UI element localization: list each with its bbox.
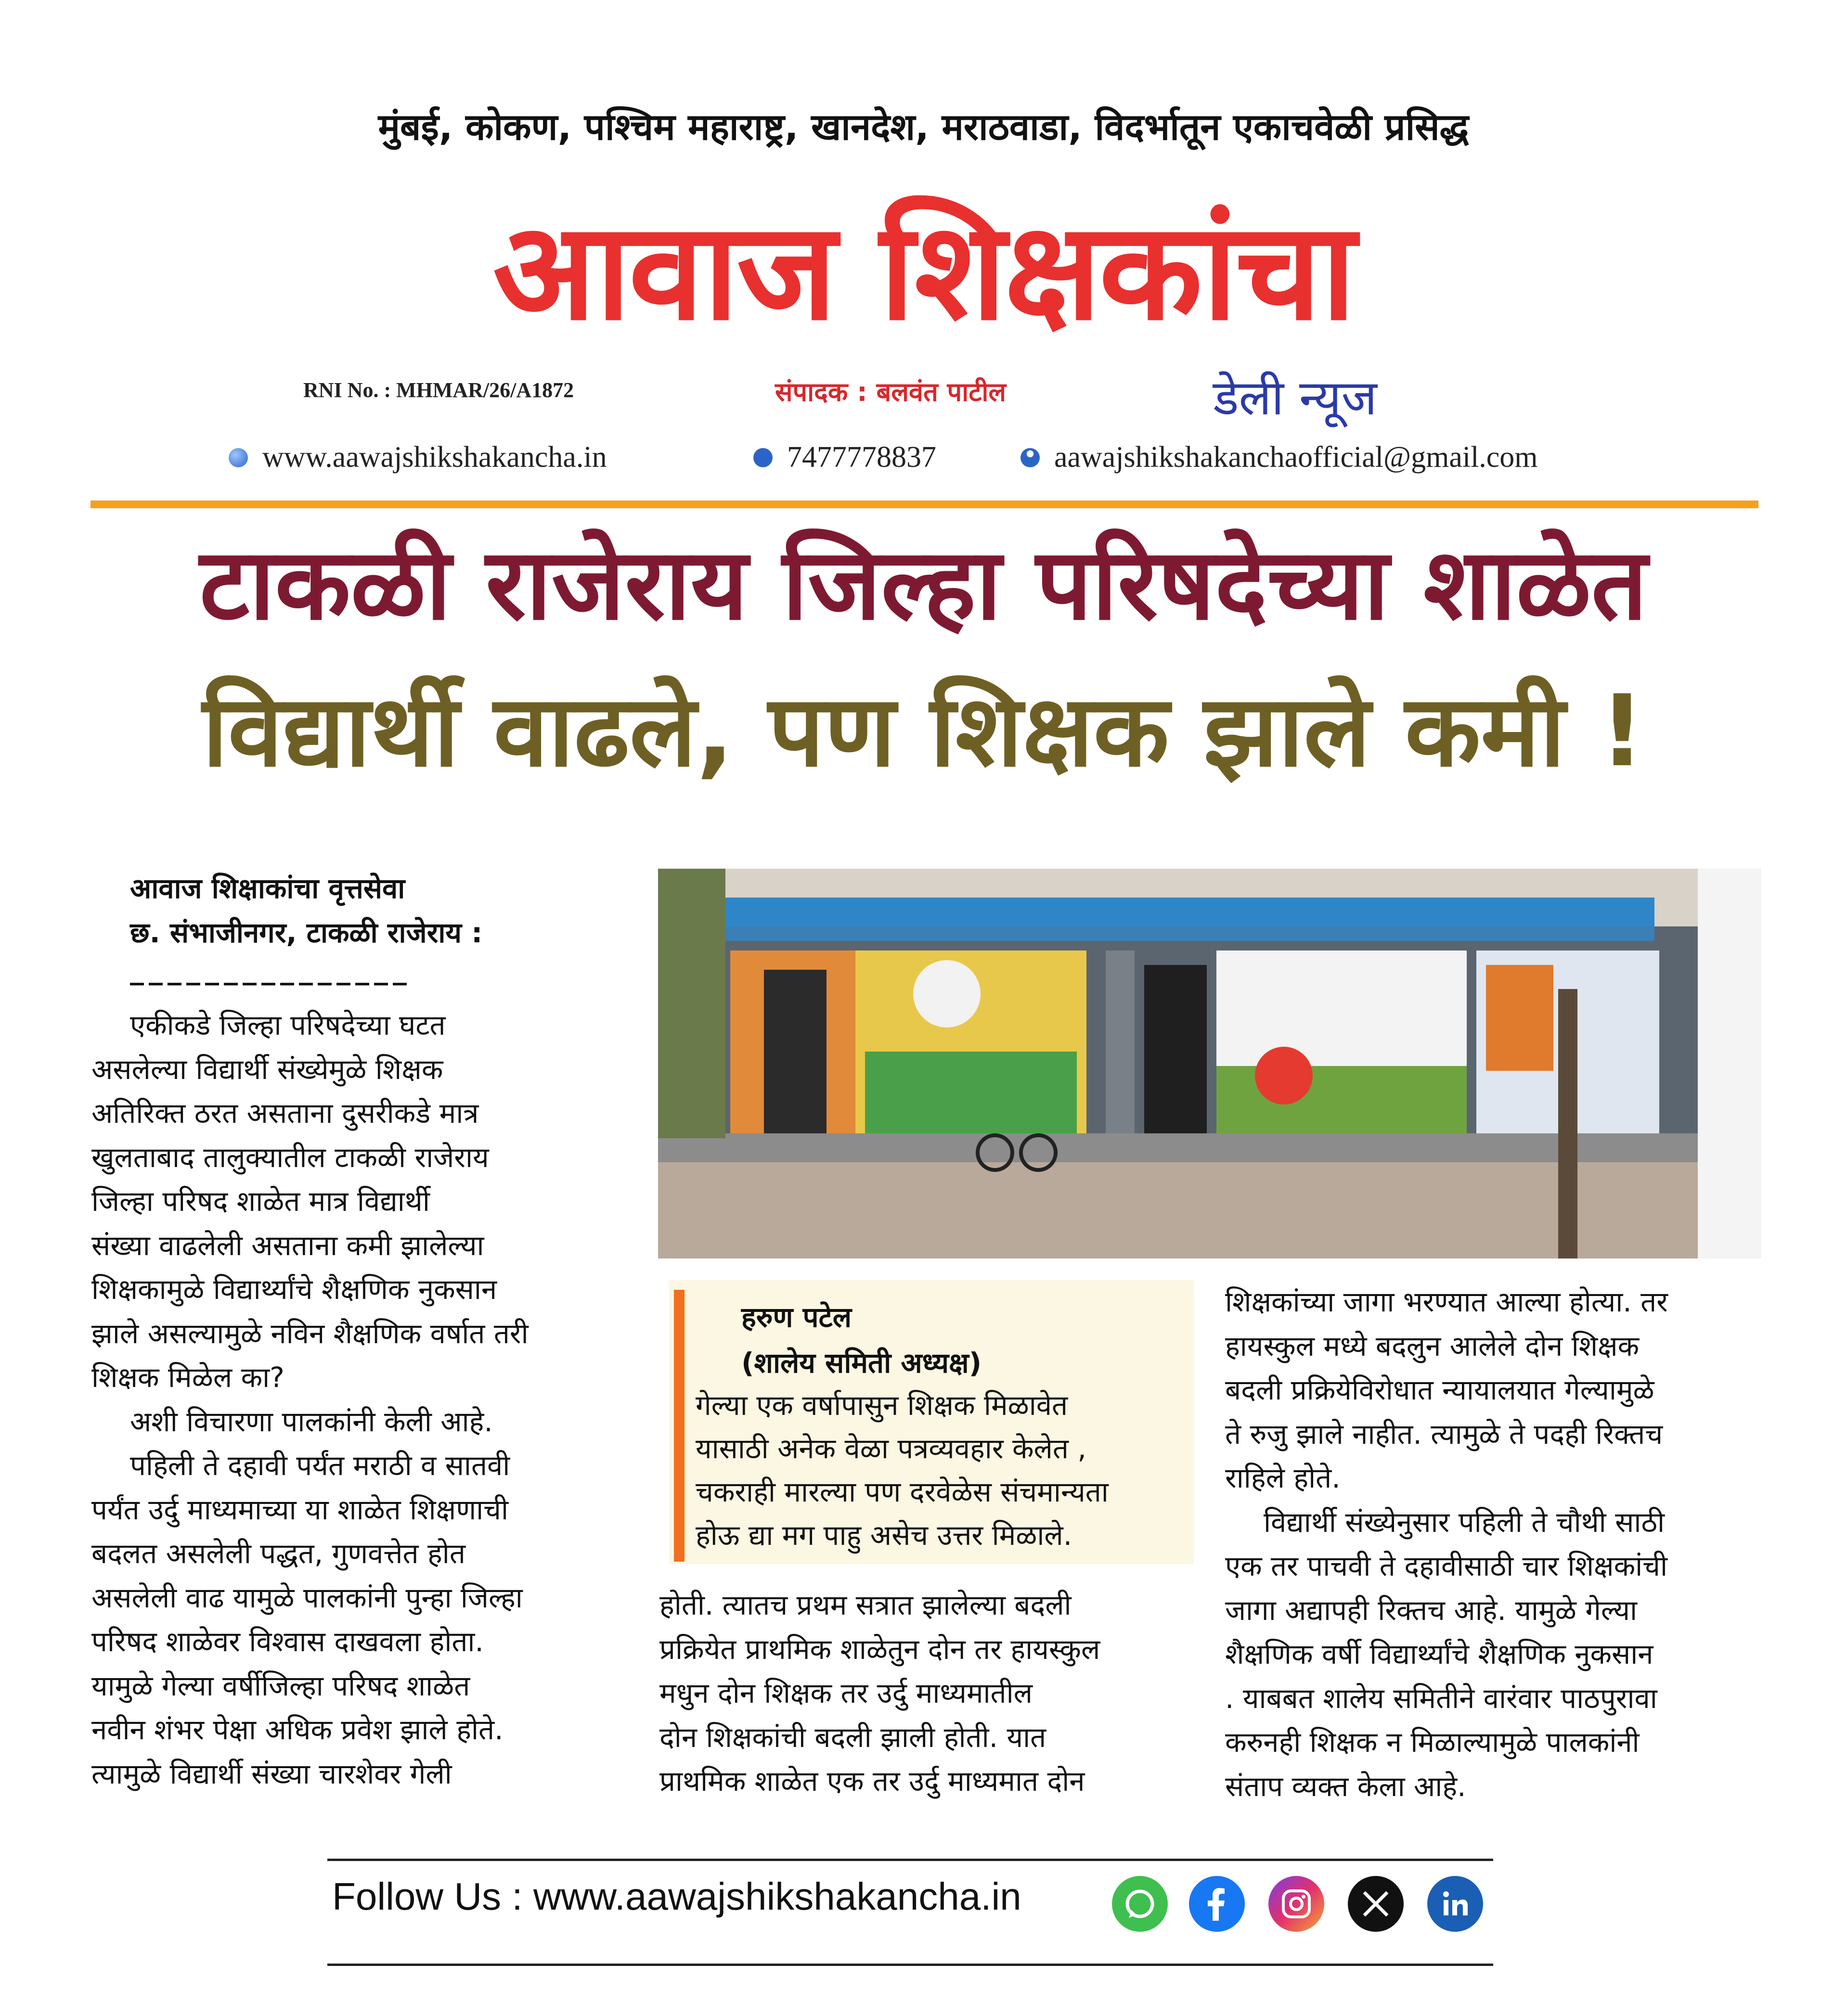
headline-line-2: विद्यार्थी वाढले, पण शिक्षक झाले कमी ! bbox=[202, 674, 1645, 789]
col1-line: अतिरिक्त ठरत असताना दुसरीकडे मात्र bbox=[91, 1097, 479, 1130]
col1-line: खुलताबाद तालुक्यातील टाकळी राजेराय bbox=[91, 1141, 489, 1174]
orange-divider bbox=[90, 501, 1758, 508]
byline-dashes: _______________ bbox=[130, 953, 412, 986]
byline bbox=[130, 866, 482, 955]
col2-line: प्रक्रियेत प्राथमिक शाळेतुन दोन तर हायस्कुल bbox=[659, 1632, 1100, 1666]
col1-line: शिक्षक मिळेल का? bbox=[91, 1361, 284, 1394]
facebook-icon[interactable] bbox=[1189, 1876, 1245, 1932]
phone-contact[interactable] bbox=[753, 440, 936, 475]
col1-line: अशी विचारणा पालकांनी केली आहे. bbox=[130, 1405, 493, 1438]
headline-line-1: टाकळी राजेराय जिल्हा परिषदेच्या शाळेत bbox=[199, 527, 1648, 642]
masthead-title: आवाज शिक्षकांचा bbox=[492, 193, 1355, 350]
quote-line: यासाठी अनेक वेळा पत्रव्यवहार केलेत , bbox=[696, 1432, 1086, 1465]
editor-credit: संपादक : बलवंत पाटील bbox=[775, 377, 1007, 407]
quote-speaker-name: हरुण पटेल bbox=[741, 1301, 852, 1334]
phone-number[interactable]: 7477778837 bbox=[787, 441, 936, 474]
col1-line: बदलत असलेली पद्धत, गुणवत्तेत होत bbox=[91, 1537, 465, 1570]
quote-line: होऊ द्या मग पाहु असेच उत्तर मिळाले. bbox=[696, 1519, 1072, 1552]
x-icon[interactable] bbox=[1348, 1876, 1404, 1932]
col3-line: जागा अद्यापही रिक्तच आहे. यामुळे गेल्या bbox=[1225, 1593, 1638, 1627]
pull-quote-accent-bar bbox=[674, 1290, 685, 1562]
byline-agency: आवाज शिक्षाकांचा वृत्तसेवा bbox=[130, 872, 405, 905]
col1-line: परिषद शाळेवर विश्वास दाखवला होता. bbox=[91, 1625, 484, 1658]
quote-speaker-role: (शालेय समिती अध्यक्ष) bbox=[741, 1347, 982, 1379]
follow-us-link[interactable]: Follow Us : www.aawajshikshakancha.in bbox=[332, 1875, 1021, 1918]
pull-quote-speaker bbox=[741, 1295, 982, 1386]
col3-line: . याबबत शालेय समितीने वारंवार पाठपुरावा bbox=[1225, 1682, 1657, 1715]
school-photo-illustration bbox=[658, 869, 1761, 1258]
linkedin-icon[interactable] bbox=[1427, 1876, 1483, 1932]
website-contact[interactable] bbox=[229, 440, 607, 475]
col3-line: करुनही शिक्षक न मिळाल्यामुळे पालकांनी bbox=[1225, 1726, 1640, 1759]
col1-line: एकीकडे जिल्हा परिषदेच्या घटत bbox=[130, 1009, 446, 1041]
rni-number: RNI No. : MHMAR/26/A1872 bbox=[303, 378, 574, 402]
school-photo bbox=[658, 869, 1761, 1258]
col2-line: दोन शिक्षकांची बदली झाली होती. यात bbox=[659, 1721, 1046, 1754]
col1-line: पहिली ते दहावी पर्यंत मराठी व सातवी bbox=[130, 1449, 510, 1482]
whatsapp-icon[interactable] bbox=[1112, 1876, 1168, 1932]
col1-line: त्यामुळे विद्यार्थी संख्या चारशेवर गेली bbox=[91, 1757, 452, 1790]
email-icon bbox=[1020, 448, 1040, 467]
website-link[interactable]: www.aawajshikshakancha.in bbox=[262, 441, 607, 474]
col3-line: संताप व्यक्त केला आहे. bbox=[1225, 1770, 1466, 1803]
col1-line: असलेली वाढ यामुळे पालकांनी पुन्हा जिल्हा bbox=[91, 1581, 523, 1614]
globe-icon bbox=[229, 448, 248, 467]
col1-line: पर्यंत उर्दु माध्यमाच्या या शाळेत शिक्षणाची bbox=[91, 1493, 509, 1526]
col3-line: राहिले होते. bbox=[1225, 1462, 1341, 1494]
col2-line: मधुन दोन शिक्षक तर उर्दु माध्यमातील bbox=[659, 1677, 1033, 1709]
email-contact[interactable] bbox=[1020, 440, 1538, 475]
daily-news-label: डेली न्यूज bbox=[1213, 370, 1377, 426]
col3-line: विद्यार्थी संख्येनुसार पहिली ते चौथी साठी bbox=[1264, 1505, 1665, 1539]
col1-line: असलेल्या विद्यार्थी संख्येमुळे शिक्षक bbox=[91, 1053, 443, 1086]
pull-quote-text bbox=[696, 1384, 1187, 1557]
col3-line: शैक्षणिक वर्षी विद्यार्थ्यांचे शैक्षणिक नुकसान bbox=[1225, 1638, 1653, 1670]
col3-line: शिक्षकांच्या जागा भरण्यात आल्या होत्या. तर bbox=[1225, 1285, 1668, 1318]
col1-line: शिक्षकामुळे विद्यार्थ्यांचे शैक्षणिक नुकसान bbox=[91, 1273, 497, 1306]
footer-bottom-rule bbox=[327, 1964, 1493, 1966]
article-column-3 bbox=[1225, 1280, 1769, 1809]
col3-line: बदली प्रक्रियेविरोधात न्यायालयात गेल्यामुळे bbox=[1225, 1374, 1654, 1406]
article-column-2 bbox=[659, 1583, 1203, 1804]
phone-icon bbox=[753, 448, 773, 467]
email-address[interactable]: aawajshikshakanchaofficial@gmail.com bbox=[1054, 441, 1538, 474]
col1-line: झाले असल्यामुळे नविन शैक्षणिक वर्षात तरी bbox=[91, 1317, 529, 1350]
col1-line: संख्या वाढलेली असताना कमी झालेल्या bbox=[91, 1229, 484, 1262]
quote-line: चकराही मारल्या पण दरवेळेस संचमान्यता bbox=[696, 1476, 1109, 1508]
article-column-1 bbox=[91, 1003, 626, 1796]
col1-line: जिल्हा परिषद शाळेत मात्र विद्यार्थी bbox=[91, 1185, 430, 1218]
col2-line: होती. त्यातच प्रथम सत्रात झालेल्या बदली bbox=[659, 1589, 1072, 1621]
col1-line: यामुळे गेल्या वर्षीजिल्हा परिषद शाळेत bbox=[91, 1669, 470, 1702]
byline-location: छ. संभाजीनगर, टाकळी राजेराय : bbox=[130, 916, 483, 949]
col3-line: हायस्कुल मध्ये बदलुन आलेले दोन शिक्षक bbox=[1225, 1329, 1640, 1362]
quote-line: गेल्या एक वर्षापासुन शिक्षक मिळावेत bbox=[696, 1389, 1068, 1422]
col3-line: ते रुजु झाले नाहीत. त्यामुळे ते पदही रिक्तच bbox=[1225, 1417, 1663, 1451]
col3-line: एक तर पाचवी ते दहावीसाठी चार शिक्षकांची bbox=[1225, 1550, 1668, 1582]
tagline: मुंबई, कोकण, पश्चिम महाराष्ट्र, खानदेश, मराठवाडा, विदर्भातून एकाचवेळी प्रसिद्ध bbox=[378, 105, 1469, 148]
instagram-icon[interactable] bbox=[1268, 1876, 1324, 1932]
footer-top-rule bbox=[327, 1859, 1493, 1861]
col2-line: प्राथमिक शाळेत एक तर उर्दु माध्यमात दोन bbox=[659, 1765, 1085, 1798]
col1-line: नवीन शंभर पेक्षा अधिक प्रवेश झाले होते. bbox=[91, 1713, 504, 1746]
